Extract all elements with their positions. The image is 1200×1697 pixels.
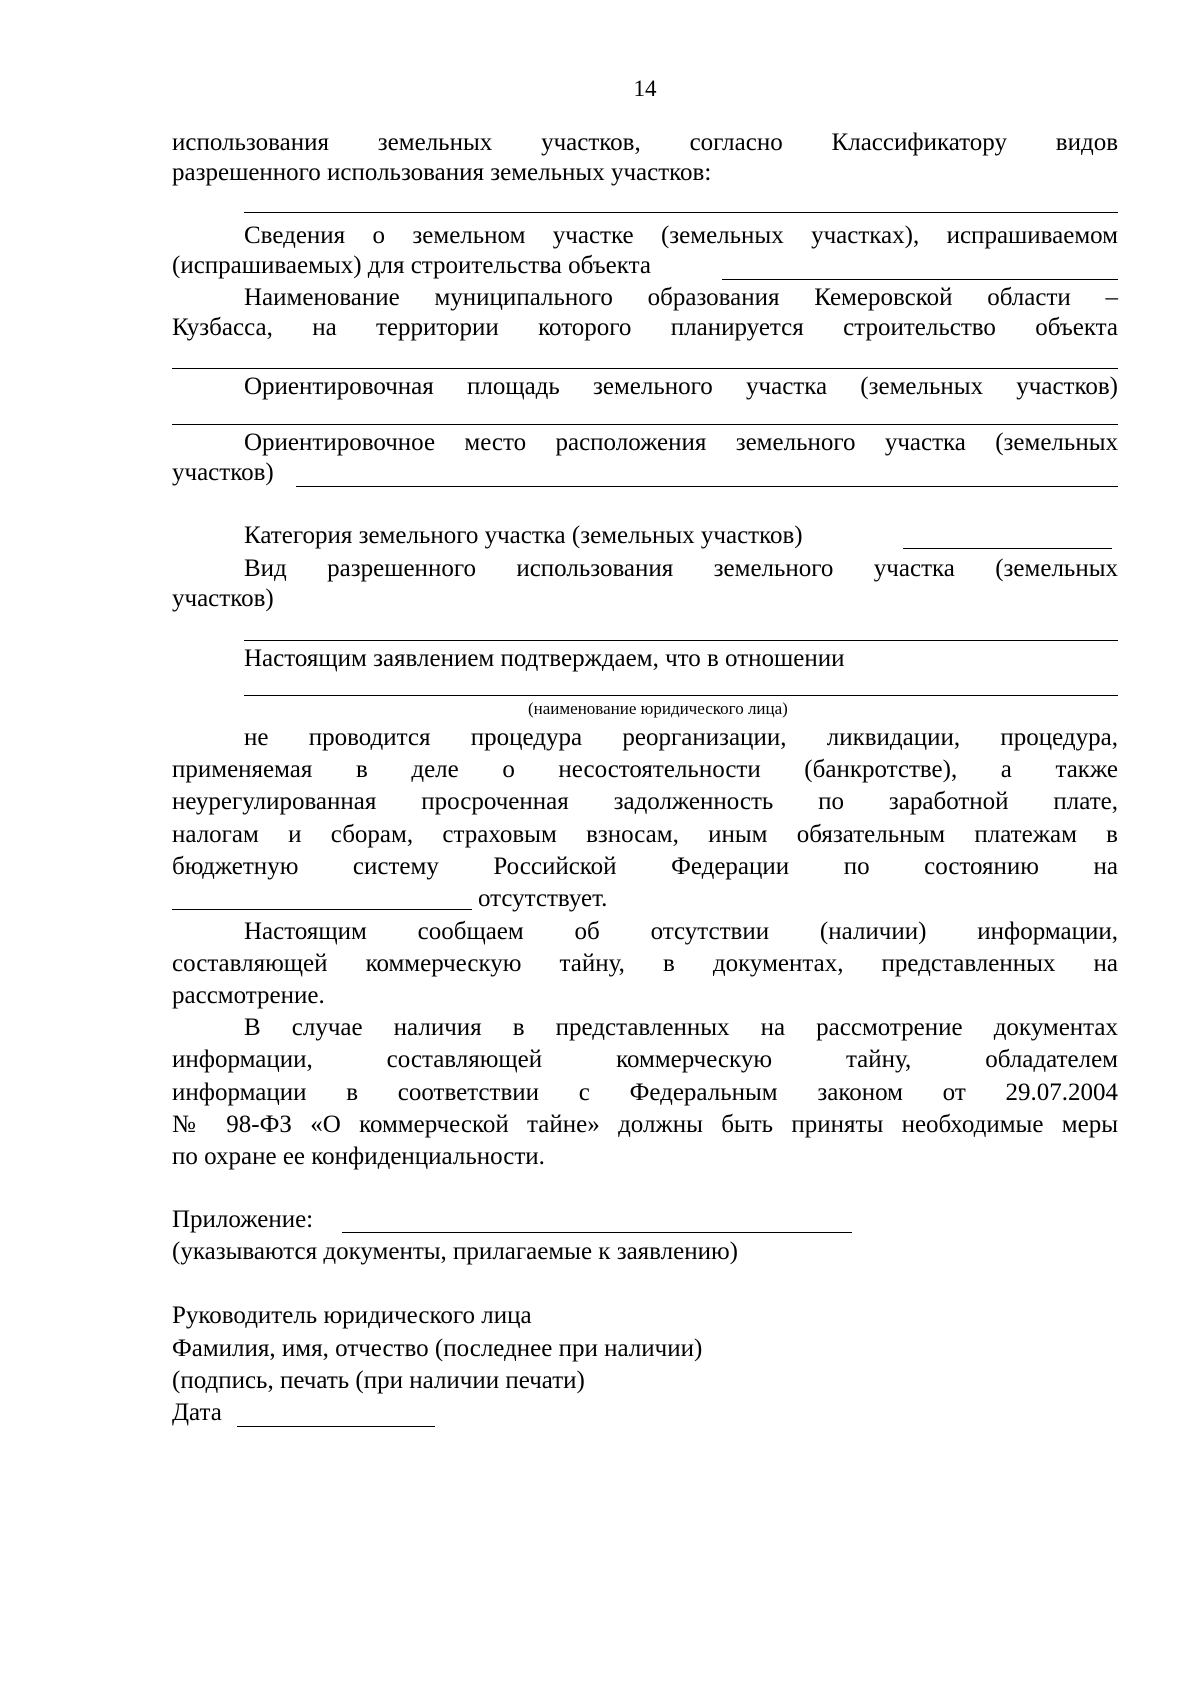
text-line: налогам и сборам, страховым взносам, иным обязательным платежам в [172, 821, 1118, 848]
text-line: неурегулированная просроченная задолженность по заработной плате, [172, 788, 1118, 815]
text-line: информации в соответствии с Федеральным законом от 29.07.2004 [172, 1079, 1118, 1106]
text-line: рассмотрение. [172, 982, 325, 1009]
page-number: 14 [633, 76, 657, 101]
text-line: отсутствует. [478, 885, 608, 912]
text-line: применяемая в деле о несостоятельности (банкротстве), а также [172, 756, 1118, 783]
text-line: использования земельных участков, согласно Классификатору видов [172, 129, 1118, 156]
text-line: Сведения о земельном участке (земельных участках), испрашиваемом [244, 222, 1118, 249]
text-line: Ориентировочное место расположения земельного участка (земельных [244, 429, 1118, 456]
signature-line-title: Руководитель юридического лица [172, 1302, 532, 1329]
attachment-caption: (указываются документы, прилагаемые к заявлению) [172, 1238, 738, 1265]
text-line: информации, составляющей коммерческую тайну, обладателем [172, 1046, 1118, 1073]
fill-line [172, 424, 1118, 425]
fill-line [903, 548, 1112, 549]
fill-line [296, 486, 1118, 487]
text-line: № 98-ФЗ «О коммерческой тайне» должны быть приняты необходимые меры [172, 1111, 1118, 1138]
text-line: участков) [172, 585, 274, 612]
fill-line [244, 212, 1118, 213]
fill-line [237, 1426, 435, 1427]
fill-line [244, 695, 1118, 696]
text-line: Ориентировочная площадь земельного участка (земельных участков) [244, 373, 1118, 400]
text-line: Вид разрешенного использования земельного участка (земельных [244, 555, 1118, 582]
text-line: (испрашиваемых) для строительства объекта [172, 252, 651, 279]
fill-line [342, 1232, 852, 1233]
fill-line [722, 279, 1118, 280]
fill-line [172, 909, 472, 910]
text-line: не проводится процедура реорганизации, ликвидации, процедура, [244, 724, 1118, 751]
text-line: В случае наличия в представленных на рассмотрение документах [244, 1014, 1118, 1041]
field-caption: (наименование юридического лица) [528, 699, 788, 718]
text-line: участков) [172, 459, 274, 486]
signature-line-sign: (подпись, печать (при наличии печати) [172, 1367, 585, 1394]
text-line: по охране ее конфиденциальности. [172, 1143, 545, 1170]
text-line: составляющей коммерческую тайну, в документах, представленных на [172, 950, 1118, 977]
text-line: Категория земельного участка (земельных участков) [244, 522, 803, 549]
attachment-label: Приложение: [172, 1206, 314, 1233]
text-line: Наименование муниципального образования Кемеровской области – [244, 284, 1118, 311]
text-line: бюджетную систему Российской Федерации по состоянию на [172, 853, 1118, 880]
signature-line-name: Фамилия, имя, отчество (последнее при наличии) [172, 1335, 703, 1362]
text-line: Настоящим заявлением подтверждаем, что в отношении [244, 645, 845, 672]
fill-line [244, 640, 1118, 641]
text-line: Настоящим сообщаем об отсутствии (наличии) информации, [244, 918, 1118, 945]
fill-line [172, 368, 1118, 369]
date-label: Дата [172, 1399, 222, 1426]
text-line: разрешенного использования земельных участков: [172, 159, 712, 186]
text-line: Кузбасса, на территории которого планируется строительство объекта [172, 314, 1118, 341]
